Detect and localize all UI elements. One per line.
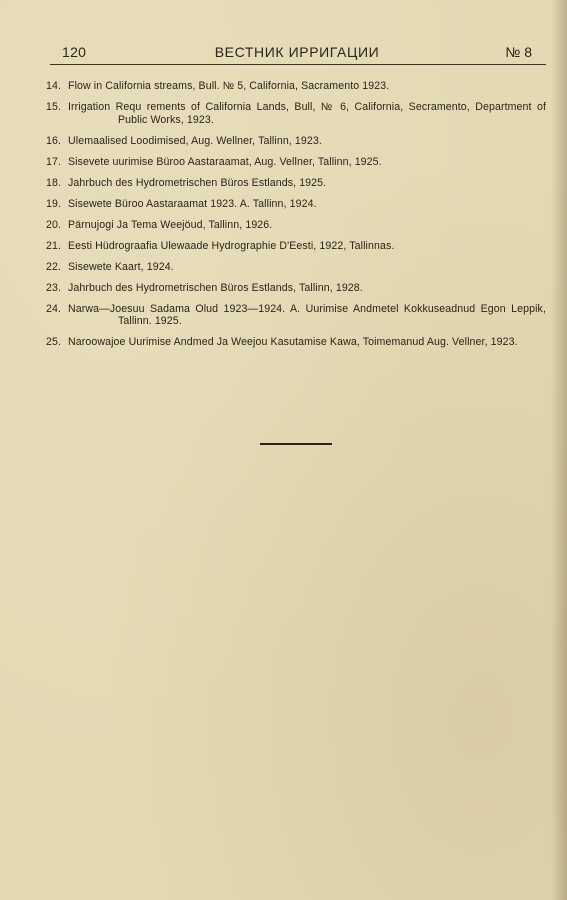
reference-item [46,135,546,148]
reference-number: 21. [46,239,62,252]
reference-number: 18. [46,176,62,189]
reference-number: 22. [46,260,62,273]
reference-item [46,156,546,169]
reference-item [46,101,546,126]
page-number: 120 [62,44,87,60]
reference-number: 24. [46,302,62,315]
reference-item [46,198,546,211]
section-end-rule [260,443,332,445]
reference-text: Sisewete Büroo Aastaraamat 1923. A. Tallinn, 1924. [68,197,317,210]
page-edge-shadow [551,0,567,900]
reference-item [46,177,546,190]
running-title: ВЕСТНИК ИРРИГАЦИИ [214,44,380,60]
reference-item [46,336,546,349]
reference-number: 19. [46,197,62,210]
reference-item [46,80,546,93]
reference-item [46,282,546,295]
reference-text: Ulemaalised Loodimised, Aug. Wellner, Tallinn, 1923. [68,134,322,147]
reference-text: Eesti Hüdrograafia Ulewaade Hydrographie D'Eesti, 1922, Tallinnas. [68,239,395,252]
reference-text: Naroowajoe Uurimise Andmed Ja Weejou Kasutamise Kawa, Toimemanud Aug. Vellner, 1923. [68,336,518,348]
reference-text: Narwa—Joesuu Sadama Olud 1923—1924. A. Uurimise Andmetel Kokkuseadnud Egon Leppik, Tallinn. 1925. [68,302,546,327]
reference-number: 16. [46,134,62,147]
reference-number: 25. [46,336,62,348]
reference-number: 17. [46,155,62,168]
issue-number: № 8 [505,44,532,60]
reference-text: Jahrbuch des Hydrometrischen Büros Estlands, Tallinn, 1928. [68,281,363,294]
reference-number: 15. [46,101,62,113]
reference-item [46,240,546,253]
header-rule [50,64,546,65]
reference-text: Irrigation Requ rements of California Lands, Bull, № 6, California, Secramento, Department of Public Works, 1923. [68,101,546,126]
reference-text: Jahrbuch des Hydrometrischen Büros Estlands, 1925. [68,176,327,189]
reference-item [46,261,546,274]
reference-text: Sisewete Kaart, 1924. [68,260,174,273]
reference-text: Sisevete uurimise Büroo Aastaraamat, Aug. Vellner, Tallinn, 1925. [68,155,382,168]
reference-item [46,303,546,328]
page-header [62,44,532,64]
reference-text: Pärnujogi Ja Tema Weejöud, Tallinn, 1926. [68,218,273,231]
reference-text: Flow in California streams, Bull. № 5, California, Sacramento 1923. [68,80,390,92]
reference-number: 20. [46,218,62,231]
reference-list [46,80,546,357]
reference-item [46,219,546,232]
reference-number: 14. [46,80,62,92]
reference-number: 23. [46,281,62,294]
